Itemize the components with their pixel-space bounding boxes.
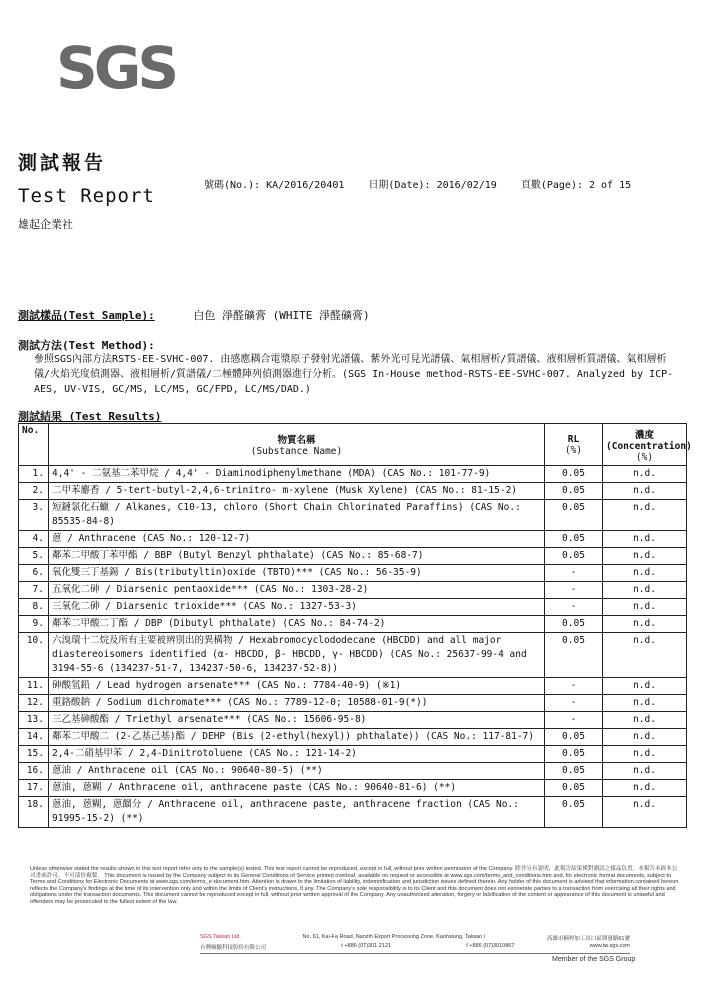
row-conc: n.d. [603, 466, 687, 483]
row-no: 8. [19, 599, 49, 616]
row-substance: 蒽 / Anthracene (CAS No.: 120-12-7) [49, 531, 545, 548]
test-sample-label: 測試樣品(Test Sample): [18, 309, 155, 322]
row-no: 9. [19, 616, 49, 633]
test-sample [18, 307, 370, 323]
table-row [19, 565, 687, 582]
row-substance: 重鉻酸鈉 / Sodium dichromate*** (CAS No.: 7789-12-0; 10588-01-9(*)) [49, 695, 545, 712]
row-rl: 0.05 [545, 616, 603, 633]
row-substance: 4,4' - 二氨基二苯甲烷 / 4,4' - Diaminodiphenylmethane (MDA) (CAS No.: 101-77-9) [49, 466, 545, 483]
legal-disclaimer: Unless otherwise stated the results shown in this test report refer only to the sample(s) tested. This test report cannot be reproduced, except in full, without prior written permission of the Company. 除非另有說明，此報告結果僅對測試之樣品負責。本報告未經本公司書面許可，不可部份複製。 This document is issued by the Company subject to its General Conditions of Service printed overleaf, available on request or accessible at www.sgs.com/terms_and_conditions.htm and, for electronic format documents, subject to Terms and Conditions for Electronic Documents at www.sgs.com/terms_e-document.htm. Attention is drawn to the limitation of liability, indemnification and jurisdiction issues defined therein. Any holder of this document is advised that information contained hereon reflects the Company's findings at the time of its intervention only and within the limits of Client's instructions, if any. The Company's sole responsibility is to its Client and this document does not exonerate parties to a transaction from exercising all their rights and obligations under the transaction documents. This document cannot be reproduced except in full, without prior written approval of the Company. Any unauthorized alteration, forgery or falsification of the content or appearance of this document is unlawful and offenders may be prosecuted to the fullest extent of the law. [30, 866, 679, 905]
report-title-en: Test Report [18, 185, 155, 207]
report-date: 2016/02/19 [436, 180, 497, 191]
row-conc: n.d. [603, 746, 687, 763]
report-title-zh: 測試報告 [18, 152, 107, 174]
report-meta [204, 176, 637, 191]
row-conc: n.d. [603, 712, 687, 729]
row-no: 3. [19, 500, 49, 531]
row-no: 1. [19, 466, 49, 483]
table-row [19, 712, 687, 729]
row-conc: n.d. [603, 531, 687, 548]
row-rl: - [545, 599, 603, 616]
page-number: 2 of 15 [589, 180, 632, 191]
row-rl: 0.05 [545, 548, 603, 565]
test-method-text: 參照SGS內部方法RSTS-EE-SVHC-007. 由感應耦合電漿原子發射光譜儀、紫外光可見光譜儀、氣相層析/質譜儀、液相層析質譜儀、氣相層析儀/火焰光度偵測器、液相層析/質譜儀/二極體陣列偵測器進行分析。(SGS In-House method-RSTS-EE-SVHC-007. Analyzed by ICP-AES, UV-VIS, GC/MS, LC/MS, GC/FPD, LC/MS/DAD.) [34, 354, 674, 395]
row-no: 6. [19, 565, 49, 582]
row-substance: 三乙基砷酸酯 / Triethyl arsenate*** (CAS No.: 15606-95-8) [49, 712, 545, 729]
table-row [19, 616, 687, 633]
conc-header-zh: 濃度 [634, 429, 654, 441]
row-no: 4. [19, 531, 49, 548]
row-no: 13. [19, 712, 49, 729]
table-row [19, 763, 687, 780]
table-row [19, 797, 687, 828]
test-method-label: 測試方法(Test Method): [18, 339, 155, 352]
table-row [19, 633, 687, 678]
table-row [19, 466, 687, 483]
conc-unit: (%) [635, 451, 654, 463]
row-substance: 鄰苯二甲酸二丁酯 / DBP (Dibutyl phthalate) (CAS No.: 84-74-2) [49, 616, 545, 633]
row-no: 15. [19, 746, 49, 763]
row-conc: n.d. [603, 565, 687, 582]
substance-header-en: (Substance Name) [250, 446, 343, 457]
row-conc: n.d. [603, 633, 687, 678]
date-label: 日期(Date): [368, 180, 431, 191]
footer-address-zh: 高雄市楠梓加工出口區開發路61號 [546, 936, 630, 942]
table-row [19, 695, 687, 712]
row-conc: n.d. [603, 729, 687, 746]
row-substance: 鄰苯二甲酸二 (2-乙基己基)酯 / DEHP (Bis (2-ethyl(hexyl)) phthalate)) (CAS No.: 117-81-7) [49, 729, 545, 746]
row-conc: n.d. [603, 763, 687, 780]
table-row [19, 729, 687, 746]
col-no-header: No. [19, 424, 49, 466]
row-no: 12. [19, 695, 49, 712]
row-rl: 0.05 [545, 633, 603, 678]
row-conc: n.d. [603, 678, 687, 695]
row-substance: 六溴環十二烷及所有主要被辨別出的異構物 / Hexabromocyclododecane (HBCDD) and all major diastereoisomers identified (α- HBCDD, β- HBCDD, γ- HBCDD) (CAS No.: 25637-99-4 and 3194-55-6 (134237-51-7, 134237-50-6, 134237-52-8)) [49, 633, 545, 678]
row-no: 10. [19, 633, 49, 678]
table-row [19, 582, 687, 599]
row-substance: 短鏈氯化石蠟 / Alkanes, C10-13, chloro (Short Chain Chlorinated Paraffins) (CAS No.: 85535-84-8) [49, 500, 545, 531]
results-table [18, 423, 692, 828]
table-row [19, 548, 687, 565]
table-row [19, 500, 687, 531]
row-rl: 0.05 [545, 746, 603, 763]
row-substance: 二甲苯麝香 / 5-tert-butyl-2,4,6-trinitro- m-xylene (Musk Xylene) (CAS No.: 81-15-2) [49, 483, 545, 500]
row-substance: 鄰苯二甲酸丁苯甲酯 / BBP (Butyl Benzyl phthalate) (CAS No.: 85-68-7) [49, 548, 545, 565]
sgs-logo [56, 34, 176, 102]
rl-header: RL [567, 433, 580, 445]
row-substance: 2,4-二硝基甲苯 / 2,4-Dinitrotoluene (CAS No.: 121-14-2) [49, 746, 545, 763]
row-no: 5. [19, 548, 49, 565]
row-conc: n.d. [603, 599, 687, 616]
col-conc-header [603, 424, 692, 466]
row-conc: n.d. [603, 797, 687, 828]
test-results-label: 測試結果 (Test Results) [18, 410, 162, 423]
table-row [19, 599, 687, 616]
row-rl: - [545, 678, 603, 695]
report-no-label: 號碼(No.): [204, 180, 261, 191]
row-no: 11. [19, 678, 49, 695]
footer-company-en: SGS Taiwan Ltd. [200, 934, 241, 940]
row-rl: - [545, 712, 603, 729]
row-substance: 五氧化二砷 / Diarsenic pentaoxide*** (CAS No.: 1303-28-2) [49, 582, 545, 599]
row-conc: n.d. [603, 500, 687, 531]
row-conc: n.d. [603, 582, 687, 599]
table-row [19, 678, 687, 695]
client-company: 雄起企業社 [18, 218, 73, 231]
row-no: 14. [19, 729, 49, 746]
logo-text: SGS [56, 34, 176, 102]
row-no: 7. [19, 582, 49, 599]
row-substance: 三氧化二砷 / Diarsenic trioxide*** (CAS No.: 1327-53-3) [49, 599, 545, 616]
table-row [19, 531, 687, 548]
table-header-row [19, 424, 687, 466]
col-substance-header [49, 424, 545, 466]
table-row [19, 483, 687, 500]
row-rl: 0.05 [545, 763, 603, 780]
footer-address-en: No. 61, Kai-Fa Road, Nanzih Export Processing Zone, Kaohsiung, Taiwan / [302, 934, 486, 940]
row-rl: 0.05 [545, 466, 603, 483]
rl-unit: (%) [564, 444, 583, 456]
row-no: 18. [19, 797, 49, 828]
row-conc: n.d. [603, 616, 687, 633]
row-substance: 蒽油, 蒽糊, 蒽餾分 / Anthracene oil, anthracene paste, anthracene fraction (CAS No.: 91995-15-2) (**) [49, 797, 545, 828]
report-no: KA/2016/20401 [266, 180, 345, 191]
footer-company-zh: 台灣檢驗科技股份有限公司 [200, 945, 267, 951]
row-substance: 砷酸氫鉛 / Lead hydrogen arsenate*** (CAS No.: 7784-40-9) (※1) [49, 678, 545, 695]
row-conc: n.d. [603, 780, 687, 797]
test-sample-value: 白色 淨醛礦膏 (WHITE 淨醛礦膏) [193, 309, 370, 322]
conc-header-en: (Concentration) [606, 440, 692, 452]
table-row [19, 780, 687, 797]
row-substance: 蒽油 / Anthracene oil (CAS No.: 90640-80-5) (**) [49, 763, 545, 780]
footer-tel: t +886 (07)301 2121 [341, 943, 391, 949]
footer-divider [200, 953, 630, 954]
row-rl: - [545, 565, 603, 582]
row-substance: 氧化雙三丁基錫 / Bis(tributyltin)oxide (TBTO)*** (CAS No.: 56-35-9) [49, 565, 545, 582]
row-rl: 0.05 [545, 797, 603, 828]
row-no: 17. [19, 780, 49, 797]
row-rl: 0.05 [545, 500, 603, 531]
substance-header-zh: 物質名稱 [277, 435, 316, 446]
row-rl: 0.05 [545, 729, 603, 746]
row-rl: - [545, 582, 603, 599]
footer-web: www.tw.sgs.com [589, 943, 630, 949]
row-rl: - [545, 695, 603, 712]
row-rl: 0.05 [545, 531, 603, 548]
row-conc: n.d. [603, 548, 687, 565]
row-no: 2. [19, 483, 49, 500]
row-conc: n.d. [603, 483, 687, 500]
row-conc: n.d. [603, 695, 687, 712]
row-substance: 蒽油, 蒽糊 / Anthracene oil, anthracene paste (CAS No.: 90640-81-6) (**) [49, 780, 545, 797]
table-row [19, 746, 687, 763]
sgs-group-member: Member of the SGS Group [552, 956, 636, 963]
col-rl-header [545, 424, 603, 466]
page-label: 頁數(Page): [520, 180, 583, 191]
footer-address [200, 934, 630, 951]
row-rl: 0.05 [545, 483, 603, 500]
footer-fax: f +886 (07)3010867 [466, 943, 515, 949]
row-no: 16. [19, 763, 49, 780]
row-rl: 0.05 [545, 780, 603, 797]
